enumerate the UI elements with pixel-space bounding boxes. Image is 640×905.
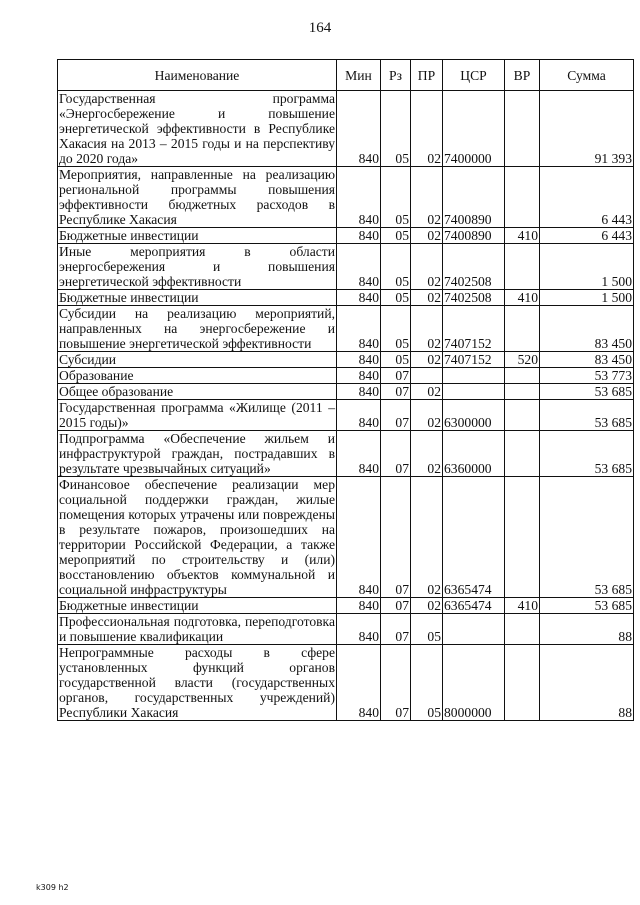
row-rz: 07 bbox=[381, 614, 411, 645]
table-row bbox=[58, 167, 634, 228]
table-row bbox=[58, 228, 634, 244]
header-min: Мин bbox=[337, 60, 381, 91]
row-vr bbox=[505, 400, 540, 431]
row-min: 840 bbox=[337, 400, 381, 431]
row-name: Непрограммные расходы в сфере установленных функций органов государственной власти (государственных органов, государственных учреждений) Республики Хакасия bbox=[59, 645, 335, 720]
table-row bbox=[58, 368, 634, 384]
row-rz: 05 bbox=[381, 290, 411, 306]
row-vr bbox=[505, 477, 540, 598]
row-sum: 6 443 bbox=[540, 167, 634, 228]
row-min: 840 bbox=[337, 244, 381, 290]
table-row bbox=[58, 477, 634, 598]
table-row bbox=[58, 400, 634, 431]
row-sum: 1 500 bbox=[540, 290, 634, 306]
row-sum: 53 685 bbox=[540, 598, 634, 614]
row-pr: 02 bbox=[411, 244, 443, 290]
row-csr: 7407152 bbox=[443, 306, 505, 352]
row-min: 840 bbox=[337, 598, 381, 614]
row-pr: 02 bbox=[411, 306, 443, 352]
row-csr: 7402508 bbox=[443, 290, 505, 306]
row-min: 840 bbox=[337, 477, 381, 598]
row-min: 840 bbox=[337, 167, 381, 228]
table-row bbox=[58, 384, 634, 400]
row-pr: 02 bbox=[411, 598, 443, 614]
row-pr: 02 bbox=[411, 352, 443, 368]
row-min: 840 bbox=[337, 306, 381, 352]
row-rz: 05 bbox=[381, 167, 411, 228]
row-csr bbox=[443, 384, 505, 400]
table-row bbox=[58, 352, 634, 368]
header-csr: ЦСР bbox=[443, 60, 505, 91]
row-sum: 1 500 bbox=[540, 244, 634, 290]
row-vr: 410 bbox=[505, 598, 540, 614]
row-csr: 7402508 bbox=[443, 244, 505, 290]
row-min: 840 bbox=[337, 614, 381, 645]
row-csr: 7400000 bbox=[443, 91, 505, 167]
row-sum: 83 450 bbox=[540, 306, 634, 352]
row-min: 840 bbox=[337, 384, 381, 400]
table-row bbox=[58, 290, 634, 306]
row-rz: 07 bbox=[381, 477, 411, 598]
row-csr: 7407152 bbox=[443, 352, 505, 368]
row-vr bbox=[505, 167, 540, 228]
row-csr: 6365474 bbox=[443, 477, 505, 598]
row-sum: 91 393 bbox=[540, 91, 634, 167]
row-vr bbox=[505, 614, 540, 645]
row-name: Общее образование bbox=[58, 384, 337, 400]
row-min: 840 bbox=[337, 431, 381, 477]
table-row bbox=[58, 598, 634, 614]
row-csr bbox=[443, 368, 505, 384]
row-name: Финансовое обеспечение реализации мер социальной поддержки граждан, жилые помещения которых утрачены или повреждены в результате пожаров, произошедших на территории Российской Федерации, а также мероприятий по строительству и (или) восстановлению объектов коммунальной и социальной инфраструктуры bbox=[59, 477, 335, 597]
row-rz: 07 bbox=[381, 400, 411, 431]
header-pr: ПР bbox=[411, 60, 443, 91]
row-pr: 05 bbox=[411, 645, 443, 721]
row-sum: 53 685 bbox=[540, 384, 634, 400]
table-body bbox=[58, 91, 634, 721]
row-pr: 02 bbox=[411, 431, 443, 477]
header-row bbox=[58, 60, 634, 91]
table-row bbox=[58, 614, 634, 645]
row-csr: 6360000 bbox=[443, 431, 505, 477]
row-min: 840 bbox=[337, 91, 381, 167]
row-vr bbox=[505, 384, 540, 400]
row-pr: 02 bbox=[411, 384, 443, 400]
row-min: 840 bbox=[337, 352, 381, 368]
row-min: 840 bbox=[337, 645, 381, 721]
table-row bbox=[58, 91, 634, 167]
row-min: 840 bbox=[337, 228, 381, 244]
row-vr: 410 bbox=[505, 228, 540, 244]
row-name: Мероприятия, направленные на реализацию региональной программы повышения эффективности бюджетных расходов в Республике Хакасия bbox=[59, 167, 335, 227]
table-row bbox=[58, 645, 634, 721]
row-vr bbox=[505, 244, 540, 290]
row-rz: 05 bbox=[381, 352, 411, 368]
row-name: Иные мероприятия в области энергосбережения и повышения энергетической эффективности bbox=[59, 244, 335, 289]
row-name: Образование bbox=[58, 368, 337, 384]
row-name: Бюджетные инвестиции bbox=[58, 228, 337, 244]
header-name: Наименование bbox=[58, 60, 337, 91]
row-name: Государственная программа «Жилище (2011 – 2015 годы)» bbox=[59, 400, 335, 430]
row-pr: 02 bbox=[411, 91, 443, 167]
row-name: Субсидии на реализацию мероприятий, направленных на энергосбережение и повышение энергетической эффективности bbox=[59, 306, 335, 351]
row-name: Государственная программа «Энергосбережение и повышение энергетической эффективности в Республике Хакасия на 2013 – 2015 годы и на перспективу до 2020 года» bbox=[59, 91, 335, 166]
header-sum: Сумма bbox=[540, 60, 634, 91]
row-min: 840 bbox=[337, 368, 381, 384]
row-rz: 07 bbox=[381, 598, 411, 614]
row-pr: 02 bbox=[411, 400, 443, 431]
row-rz: 05 bbox=[381, 306, 411, 352]
row-vr bbox=[505, 368, 540, 384]
row-csr bbox=[443, 614, 505, 645]
header-vr: ВР bbox=[505, 60, 540, 91]
row-pr: 02 bbox=[411, 228, 443, 244]
row-csr: 7400890 bbox=[443, 228, 505, 244]
row-rz: 05 bbox=[381, 228, 411, 244]
row-sum: 6 443 bbox=[540, 228, 634, 244]
page-number: 164 bbox=[308, 20, 332, 36]
row-name: Бюджетные инвестиции bbox=[58, 290, 337, 306]
row-rz: 07 bbox=[381, 384, 411, 400]
row-pr: 02 bbox=[411, 477, 443, 598]
row-sum: 53 773 bbox=[540, 368, 634, 384]
row-pr: 05 bbox=[411, 614, 443, 645]
row-vr bbox=[505, 431, 540, 477]
row-sum: 88 bbox=[540, 614, 634, 645]
row-vr: 410 bbox=[505, 290, 540, 306]
row-pr: 02 bbox=[411, 167, 443, 228]
row-vr bbox=[505, 306, 540, 352]
row-name: Профессиональная подготовка, переподготовка и повышение квалификации bbox=[59, 614, 335, 644]
row-rz: 05 bbox=[381, 244, 411, 290]
row-vr: 520 bbox=[505, 352, 540, 368]
row-csr: 7400890 bbox=[443, 167, 505, 228]
row-rz: 07 bbox=[381, 431, 411, 477]
row-name: Бюджетные инвестиции bbox=[58, 598, 337, 614]
row-rz: 05 bbox=[381, 91, 411, 167]
row-pr: 02 bbox=[411, 290, 443, 306]
table-row bbox=[58, 431, 634, 477]
table-row bbox=[58, 244, 634, 290]
row-rz: 07 bbox=[381, 645, 411, 721]
row-vr bbox=[505, 645, 540, 721]
row-rz: 07 bbox=[381, 368, 411, 384]
row-sum: 83 450 bbox=[540, 352, 634, 368]
header-rz: Рз bbox=[381, 60, 411, 91]
row-min: 840 bbox=[337, 290, 381, 306]
row-sum: 53 685 bbox=[540, 477, 634, 598]
row-sum: 53 685 bbox=[540, 431, 634, 477]
row-csr: 8000000 bbox=[443, 645, 505, 721]
row-pr bbox=[411, 368, 443, 384]
table-row bbox=[58, 306, 634, 352]
row-sum: 88 bbox=[540, 645, 634, 721]
row-name: Подпрограмма «Обеспечение жильем и инфраструктурой граждан, пострадавших в результате чрезвычайных ситуаций» bbox=[59, 431, 335, 476]
row-name: Субсидии bbox=[58, 352, 337, 368]
footer-code: k309 h2 bbox=[36, 883, 69, 892]
budget-table bbox=[57, 59, 634, 721]
table-header bbox=[58, 60, 634, 91]
row-csr: 6365474 bbox=[443, 598, 505, 614]
row-csr: 6300000 bbox=[443, 400, 505, 431]
row-vr bbox=[505, 91, 540, 167]
row-sum: 53 685 bbox=[540, 400, 634, 431]
